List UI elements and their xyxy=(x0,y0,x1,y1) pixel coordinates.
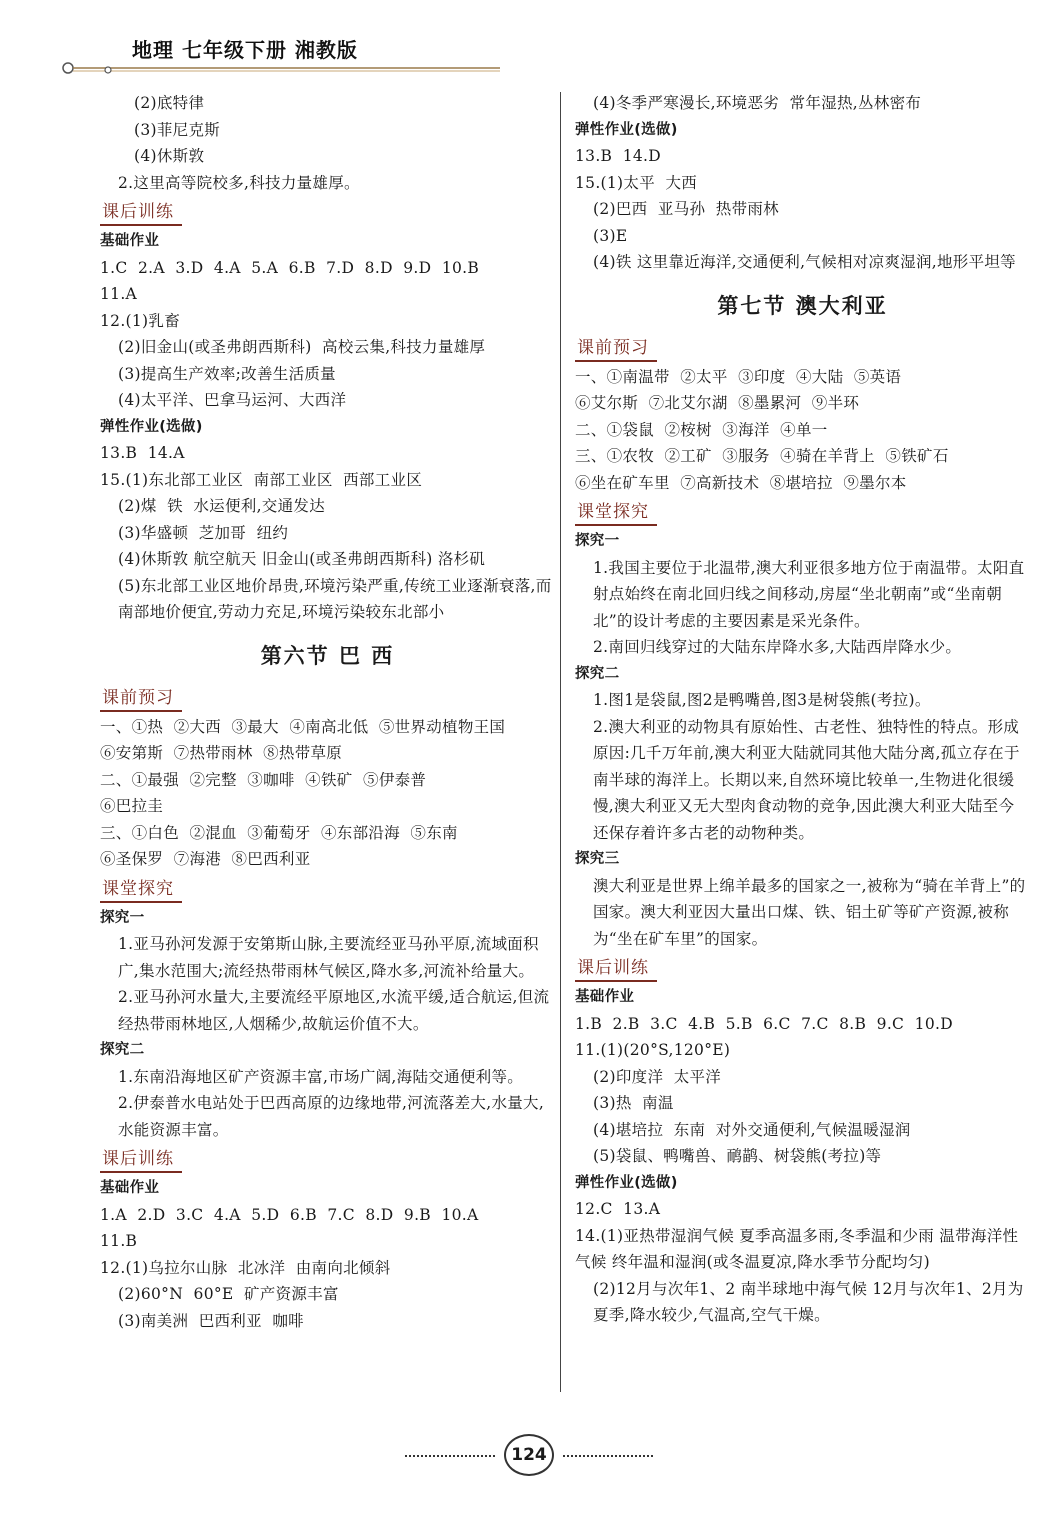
subheading-tanjiu3: 探究三 xyxy=(575,851,620,867)
subheading-jichu: 基础作业 xyxy=(100,233,160,249)
answer-line: 2.澳大利亚的动物具有原始性、古老性、独特性的特点。形成原因:几千万年前,澳大利亚大陆就同其他大陆分离,孤立存在于南半球的海洋上。长期以来,自然环境比较单一,生物进化很缓慢,澳大利亚又无大型肉食动物的竞争,因此澳大利亚大陆至今还保存着许多古老的动物种类。 xyxy=(593,717,1020,842)
answer-line: 1.B 2.B 3.C 4.B 5.B 6.C 7.C 8.B 9.C 10.D xyxy=(575,1014,953,1033)
answer-line: 三、①白色 ②混血 ③葡萄牙 ④东部沿海 ⑤东南 xyxy=(100,823,458,842)
section-label-kehou: 课后训练 xyxy=(575,956,657,982)
answer-line: 1.东南沿海地区矿产资源丰富,市场广阔,海陆交通便利等。 xyxy=(118,1067,524,1086)
answer-line: (2)旧金山(或圣弗朗西斯科) 高校云集,科技力量雄厚 xyxy=(118,338,486,356)
subheading-tanxing2: 弹性作业(选做) xyxy=(575,1174,678,1191)
subheading-tanxing: 弹性作业(选做) xyxy=(575,121,678,138)
answer-line: 2.这里高等院校多,科技力量雄厚。 xyxy=(118,173,360,192)
section-label-keqian: 课前预习 xyxy=(575,336,657,362)
header-title: 地理 七年级下册 湘教版 xyxy=(132,38,358,62)
header-ornament-line xyxy=(60,60,500,76)
footer-dots-right xyxy=(563,1455,653,1457)
subheading-tanjiu1: 探究一 xyxy=(575,533,620,549)
answer-line: 12.(1)乌拉尔山脉 北冰洋 由南向北倾斜 xyxy=(100,1258,391,1277)
answer-line: 2.亚马孙河水量大,主要流经平原地区,水流平缓,适合航运,但流经热带雨林地区,人烟稀少,故航运价值不大。 xyxy=(118,988,550,1033)
answer-line: 二、①最强 ②完整 ③咖啡 ④铁矿 ⑤伊泰普 xyxy=(100,770,427,789)
answer-line: (4)冬季严寒漫长,环境恶劣 常年湿热,丛林密布 xyxy=(593,94,922,112)
answer-line: (2)煤 铁 水运便利,交通发达 xyxy=(118,497,325,515)
column-divider xyxy=(560,92,561,1392)
answer-line: 13.B 14.A xyxy=(100,444,185,462)
answer-line: (5)袋鼠、鸭嘴兽、鸸鹋、树袋熊(考拉)等 xyxy=(593,1147,882,1165)
answer-line: 15.(1)东北部工业区 南部工业区 西部工业区 xyxy=(100,470,423,489)
answer-line: ⑥安第斯 ⑦热带雨林 ⑧热带草原 xyxy=(100,744,343,762)
answer-line: 13.B 14.D xyxy=(575,147,661,165)
answer-line: ⑥巴拉圭 xyxy=(100,797,164,815)
answer-line: (4)太平洋、巴拿马运河、大西洋 xyxy=(118,391,347,409)
subheading-tanjiu2: 探究二 xyxy=(575,665,620,682)
answer-line: (3)菲尼克斯 xyxy=(134,120,221,139)
answer-line: 2.伊泰普水电站处于巴西高原的边缘地带,河流落差大,水量大,水能资源丰富。 xyxy=(118,1094,545,1139)
answer-line: (2)12月与次年1、2 南半球地中海气候 12月与次年1、2月为夏季,降水较少,气温高,空气干燥。 xyxy=(593,1279,1024,1324)
right-column xyxy=(575,90,1030,1329)
section-label-keqian: 课前预习 xyxy=(100,686,182,712)
answer-line: (2)印度洋 太平洋 xyxy=(593,1067,722,1086)
answer-line: ⑥坐在矿车里 ⑦高新技术 ⑧堪培拉 ⑨墨尔本 xyxy=(575,473,907,492)
answer-line: (2)底特律 xyxy=(134,94,205,112)
answer-line: (3)热 南温 xyxy=(593,1094,674,1112)
section-label-kehou: 课后训练 xyxy=(100,200,182,226)
answer-line: 澳大利亚是世界上绵羊最多的国家之一,被称为“骑在羊背上”的国家。澳大利亚因大量出口煤、铁、铝土矿等矿产资源,被称为“坐在矿车里”的国家。 xyxy=(593,876,1026,948)
answer-line: (4)休斯敦 航空航天 旧金山(或圣弗朗西斯科) 洛杉矶 xyxy=(118,550,486,568)
answer-line: 1.C 2.A 3.D 4.A 5.A 6.B 7.D 8.D 9.D 10.B xyxy=(100,258,480,277)
subheading-tanjiu2: 探究二 xyxy=(100,1042,145,1058)
answer-line: (4)铁 这里靠近海洋,交通便利,气候相对凉爽湿润,地形平坦等 xyxy=(593,253,1016,271)
answer-line: ⑥圣保罗 ⑦海港 ⑧巴西利亚 xyxy=(100,850,311,868)
answer-line: (3)华盛顿 芝加哥 纽约 xyxy=(118,523,289,542)
section-label-ketang: 课堂探究 xyxy=(100,877,182,903)
answer-line: ⑥艾尔斯 ⑦北艾尔湖 ⑧墨累河 ⑨半环 xyxy=(575,394,860,412)
answer-line: 三、①农牧 ②工矿 ③服务 ④骑在羊背上 ⑤铁矿石 xyxy=(575,447,949,465)
answer-line: 14.(1)亚热带湿润气候 夏季高温多雨,冬季温和少雨 温带海洋性气候 终年温和湿润(或冬温夏凉,降水季节分配均匀) xyxy=(575,1226,1019,1271)
answer-line: 1.A 2.D 3.C 4.A 5.D 6.B 7.C 8.D 9.B 10.A xyxy=(100,1205,479,1224)
footer-dots-left xyxy=(405,1455,495,1457)
section-label-ketang: 课堂探究 xyxy=(575,500,657,526)
answer-line: 1.亚马孙河发源于安第斯山脉,主要流经亚马孙平原,流域面积广,集水范围大;流经热带雨林气候区,降水多,河流补给量大。 xyxy=(118,935,539,980)
left-column xyxy=(100,90,555,1334)
answer-line: 12.(1)乳畜 xyxy=(100,311,181,330)
answer-line: 1.我国主要位于北温带,澳大利亚很多地方位于南温带。太阳直射点始终在南北回归线之间移动,房屋“坐北朝南”或“坐南朝北”的设计考虑的主要因素是采光条件。 xyxy=(593,558,1025,630)
answer-line: 12.C 13.A xyxy=(575,1200,661,1218)
section-title-australia: 第七节 澳大利亚 xyxy=(717,293,888,318)
answer-line: (3)E xyxy=(593,226,628,245)
answer-line: (4)休斯敦 xyxy=(134,147,205,165)
section-label-kehou2: 课后训练 xyxy=(100,1147,182,1173)
answer-line: (2)巴西 亚马孙 热带雨林 xyxy=(593,200,779,218)
answer-line: (4)堪培拉 东南 对外交通便利,气候温暖湿润 xyxy=(593,1120,911,1139)
answer-line: 二、①袋鼠 ②桉树 ③海洋 ④单一 xyxy=(575,420,828,439)
subheading-tanjiu1: 探究一 xyxy=(100,909,145,926)
page-header xyxy=(60,30,500,78)
answer-line: (3)提高生产效率;改善生活质量 xyxy=(118,364,336,383)
answer-line: 15.(1)太平 大西 xyxy=(575,173,698,192)
answer-line: 2.南回归线穿过的大陆东岸降水多,大陆西岸降水少。 xyxy=(593,638,962,656)
answer-line: 11.A xyxy=(100,285,138,303)
answer-line: (5)东北部工业区地价昂贵,环境污染严重,传统工业逐渐衰落,而南部地价便宜,劳动力充足,环境污染较东北部小 xyxy=(118,576,552,621)
page-number: 124 xyxy=(504,1434,554,1476)
subheading-jichu: 基础作业 xyxy=(575,989,635,1005)
subheading-jichu2: 基础作业 xyxy=(100,1180,160,1196)
answer-line: 1.图1是袋鼠,图2是鸭嘴兽,图3是树袋熊(考拉)。 xyxy=(593,691,931,709)
answer-line: 11.(1)(20°S,120°E) xyxy=(575,1041,731,1059)
answer-line: 一、①热 ②大西 ③最大 ④南高北低 ⑤世界动植物王国 xyxy=(100,717,506,736)
answer-line: 11.B xyxy=(100,1232,138,1250)
answer-line: 一、①南温带 ②太平 ③印度 ④大陆 ⑤英语 xyxy=(575,367,902,386)
answer-line: (3)南美洲 巴西利亚 咖啡 xyxy=(118,1311,304,1330)
page-footer xyxy=(0,1434,1058,1476)
subheading-tanxing: 弹性作业(选做) xyxy=(100,418,203,435)
section-title-brazil: 第六节 巴 西 xyxy=(260,643,395,668)
answer-line: (2)60°N 60°E 矿产资源丰富 xyxy=(118,1285,339,1303)
